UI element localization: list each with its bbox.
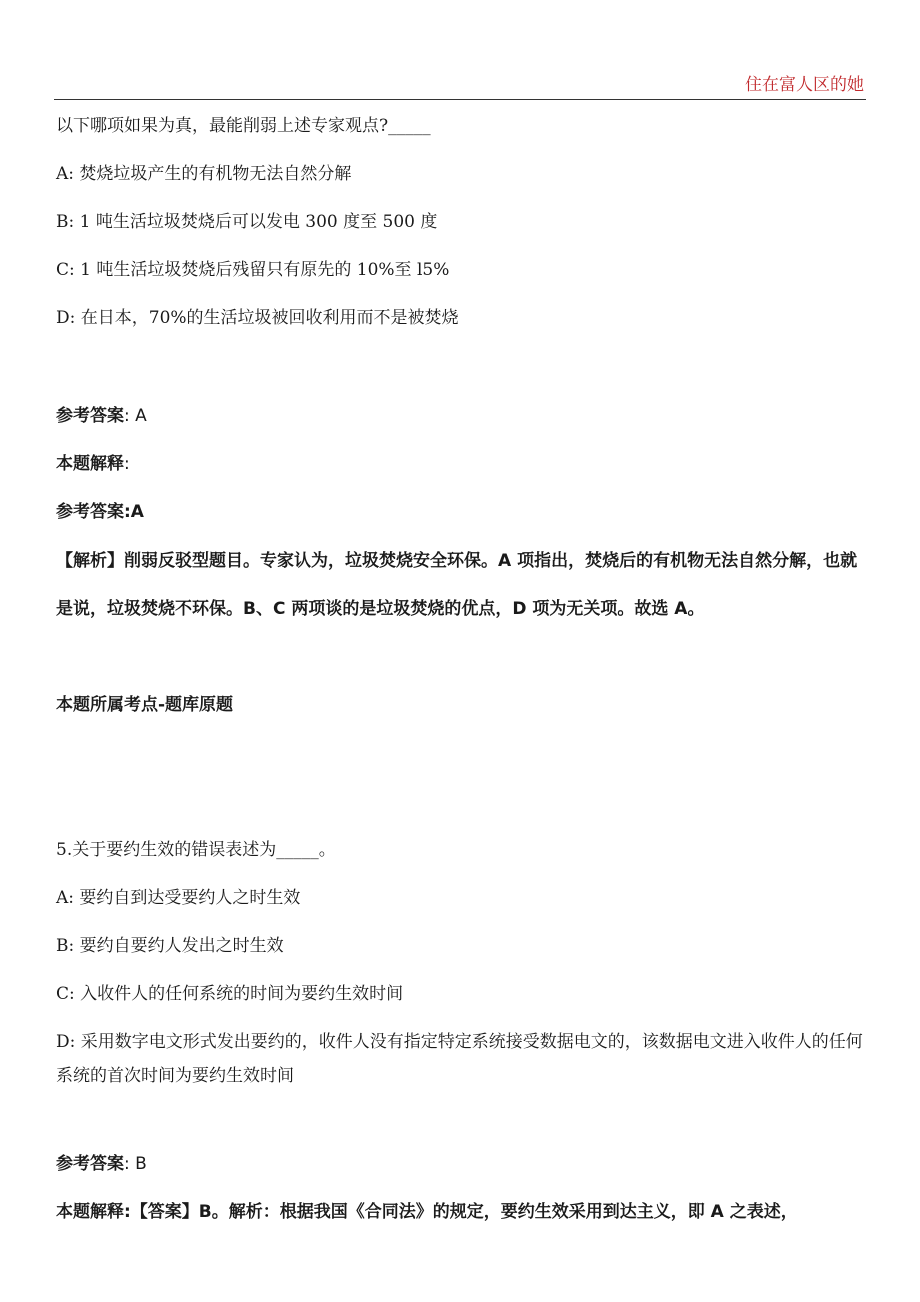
q4-answer-repeat: 参考答案:A (56, 502, 144, 522)
q4-analysis: 【解析】削弱反驳型题目。专家认为，垃圾焚烧安全环保。A 项指出，焚烧后的有机物无法自然分解，也就是说，垃圾焚烧不环保。B、C 两项谈的是垃圾焚烧的优点，D 项为无关项。故选 A。 (56, 551, 858, 619)
q5-explain (56, 1200, 798, 1224)
q5-prompt: 5.关于要约生效的错误表述为_____。 (56, 840, 336, 860)
q4-option-d: D: 在日本，70%的生活垃圾被回收利用而不是被焚烧 (56, 308, 459, 328)
q4-prompt: 以下哪项如果为真，最能削弱上述专家观点?_____ (56, 116, 431, 136)
q4-explain-label: 本题解释 (56, 454, 124, 474)
header-divider (54, 99, 866, 100)
q4-answer-label: 参考答案 (56, 406, 124, 426)
q4-explain (56, 452, 130, 476)
q5-option-c: C: 入收件人的任何系统的时间为要约生效时间 (56, 984, 404, 1004)
q4-option-a: A: 焚烧垃圾产生的有机物无法自然分解 (56, 164, 352, 184)
q4-explain-colon: : (124, 454, 130, 474)
q4-option-c: C: 1 吨生活垃圾焚烧后残留只有原先的 10%至 l5% (56, 260, 450, 280)
q4-answer (56, 404, 147, 428)
header-title: 住在富人区的她 (745, 75, 864, 95)
q5-option-b: B: 要约自要约人发出之时生效 (56, 936, 284, 956)
q5-answer-label: 参考答案 (56, 1154, 124, 1174)
q4-topic: 本题所属考点-题库原题 (56, 695, 234, 715)
q4-option-b: B: 1 吨生活垃圾焚烧后可以发电 300 度至 500 度 (56, 212, 438, 232)
q5-explain-label: 本题解释 (56, 1202, 124, 1222)
q5-answer-value: : B (124, 1154, 147, 1174)
q5-option-a: A: 要约自到达受要约人之时生效 (56, 888, 301, 908)
q5-explain-text: :【答案】B。解析：根据我国《合同法》的规定，要约生效采用到达主义，即 A 之表述， (124, 1202, 798, 1222)
q5-answer (56, 1152, 147, 1176)
q4-answer-value: : A (124, 406, 147, 426)
q5-option-d: D: 采用数字电文形式发出要约的，收件人没有指定特定系统接受数据电文的，该数据电文进入收件人的任何系统的首次时间为要约生效时间 (56, 1032, 863, 1086)
